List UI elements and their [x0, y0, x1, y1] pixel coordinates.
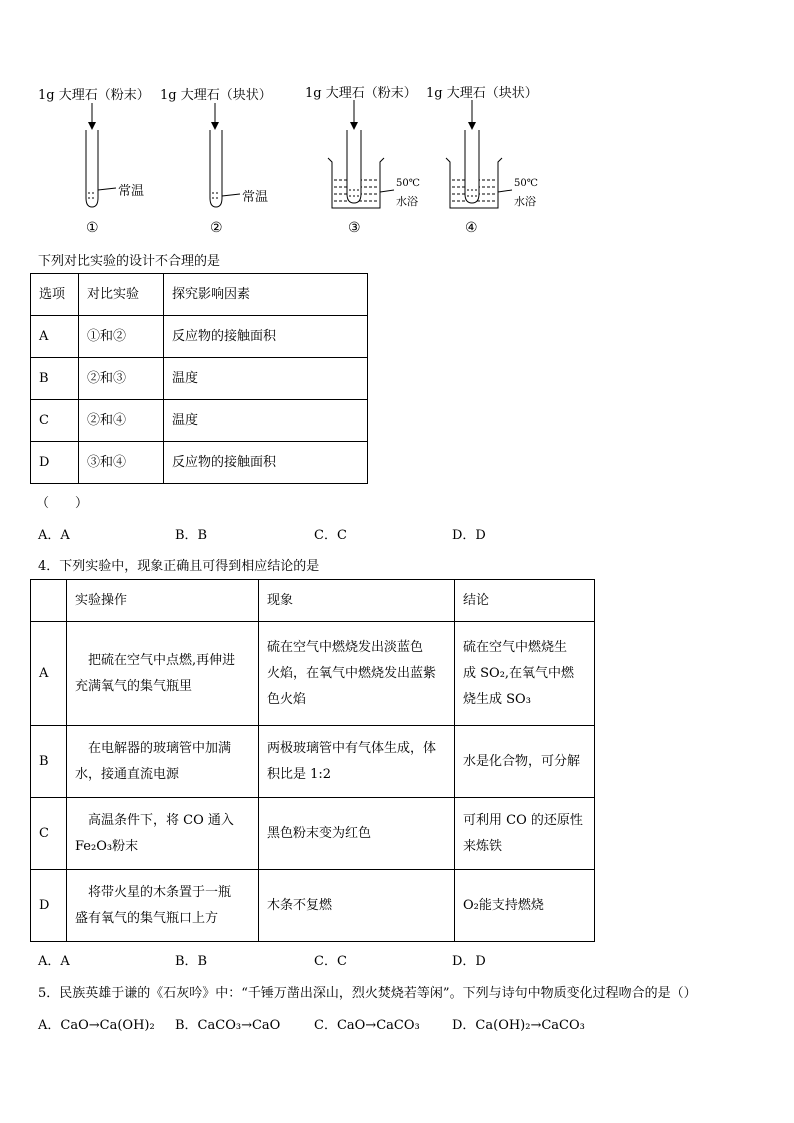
factor-cell: 温度 — [164, 358, 368, 400]
option-cell: A — [31, 316, 79, 358]
operation-cell — [67, 622, 259, 726]
phenomenon-line: 黑色粉末变为红色 — [267, 825, 372, 841]
table-row — [31, 622, 595, 726]
header-cell: 探究影响因素 — [164, 274, 368, 316]
table-header-row — [31, 274, 368, 316]
row-label: B — [31, 726, 67, 798]
table-row — [31, 442, 368, 484]
option-cell: C — [31, 400, 79, 442]
header-cell — [31, 580, 67, 622]
tube-1 — [86, 130, 116, 207]
q4-option-a[interactable]: A．A — [38, 954, 70, 969]
table-row — [31, 798, 595, 870]
operation-line: 盛有氧气的集气瓶口上方 — [75, 910, 219, 926]
q4-option-c[interactable]: C．C — [314, 954, 347, 969]
q5-option-a[interactable]: A．CaO→Ca(OH)₂ — [38, 1018, 155, 1033]
operation-line: Fe₂O₃粉末 — [75, 838, 139, 854]
factor-cell: 温度 — [164, 400, 368, 442]
option-cell: B — [31, 358, 79, 400]
beaker-4-temp: 50℃ — [514, 178, 538, 189]
phenomenon-line: 木条不复燃 — [267, 897, 333, 913]
beaker-3-bath: 水浴 — [396, 195, 418, 208]
operation-cell — [67, 798, 259, 870]
table-row — [31, 400, 368, 442]
table-row — [31, 316, 368, 358]
header-cell: 结论 — [455, 580, 595, 622]
conclusion-line: 来炼铁 — [463, 838, 503, 854]
phenomenon-line: 积比是 1:2 — [267, 766, 332, 782]
q5-option-c[interactable]: C．CaO→CaCO₃ — [314, 1018, 420, 1033]
tube-3-number: ③ — [348, 220, 361, 236]
operation-cell — [67, 726, 259, 798]
phenomenon-cell — [259, 798, 455, 870]
beaker-4-bath: 水浴 — [514, 195, 536, 208]
q4-option-d[interactable]: D．D — [452, 954, 486, 969]
operation-line: 充满氧气的集气瓶里 — [75, 678, 193, 694]
tube-1-temp: 常温 — [118, 184, 145, 199]
table-header-row — [31, 580, 595, 622]
header-cell: 现象 — [259, 580, 455, 622]
conclusion-line: 硫在空气中燃烧生 — [463, 639, 568, 655]
conclusion-line: O₂能支持燃烧 — [463, 897, 544, 913]
tube-1-label: 1g 大理石（粉末） — [38, 88, 150, 103]
phenomenon-line: 硫在空气中燃烧发出淡蓝色 — [267, 639, 424, 655]
header-cell: 实验操作 — [67, 580, 259, 622]
phenomenon-cell — [259, 622, 455, 726]
header-cell: 对比实验 — [79, 274, 164, 316]
conclusion-cell — [455, 798, 595, 870]
compare-cell: ②和③ — [79, 358, 164, 400]
conclusion-line: 成 SO₂,在氧气中燃 — [463, 665, 575, 681]
conclusion-line: 可利用 CO 的还原性 — [463, 812, 583, 828]
operation-line: 高温条件下，将 CO 通入 — [75, 812, 234, 828]
q3-table — [30, 273, 368, 484]
tube-4-label: 1g 大理石（块状） — [426, 86, 538, 101]
header-cell: 选项 — [31, 274, 79, 316]
tube-2-number: ② — [210, 220, 223, 236]
q5-option-b[interactable]: B．CaCO₃→CaO — [175, 1018, 281, 1033]
table-row — [31, 870, 595, 942]
option-cell: D — [31, 442, 79, 484]
beaker-3-temp: 50℃ — [396, 178, 420, 189]
tube-3-label: 1g 大理石（粉末） — [305, 86, 417, 101]
compare-cell: ②和④ — [79, 400, 164, 442]
q5-stem: 5．民族英雄于谦的《石灰吟》中：“千锤万凿出深山，烈火焚烧若等闲”。下列与诗句中物质变化过程吻合的是（） — [38, 986, 697, 1001]
factor-cell: 反应物的接触面积 — [164, 316, 368, 358]
q4-option-b[interactable]: B．B — [175, 954, 208, 969]
conclusion-cell — [455, 870, 595, 942]
q3-option-d[interactable]: D．D — [452, 528, 486, 543]
conclusion-line: 烧生成 SO₃ — [463, 691, 531, 707]
phenomenon-line: 火焰，在氧气中燃烧发出蓝紫 — [267, 665, 437, 681]
operation-cell — [67, 870, 259, 942]
phenomenon-cell — [259, 870, 455, 942]
q3-option-c[interactable]: C．C — [314, 528, 347, 543]
tube-2 — [210, 130, 240, 207]
conclusion-line: 水是化合物，可分解 — [463, 753, 581, 769]
operation-line: 水，接通直流电源 — [75, 766, 180, 782]
q3-option-a[interactable]: A．A — [38, 528, 70, 543]
row-label: A — [31, 622, 67, 726]
compare-cell: ③和④ — [79, 442, 164, 484]
phenomenon-line: 色火焰 — [267, 691, 307, 707]
table-row — [31, 726, 595, 798]
q4-table — [30, 579, 595, 942]
table-row — [31, 358, 368, 400]
operation-line: 在电解器的玻璃管中加满 — [75, 740, 232, 756]
tube-2-label: 1g 大理石（块状） — [160, 88, 272, 103]
conclusion-cell — [455, 726, 595, 798]
compare-cell: ①和② — [79, 316, 164, 358]
beaker-4 — [446, 130, 512, 208]
factor-cell: 反应物的接触面积 — [164, 442, 368, 484]
conclusion-cell — [455, 622, 595, 726]
operation-line: 把硫在空气中点燃,再伸进 — [75, 652, 236, 668]
tube-1-number: ① — [86, 220, 99, 236]
beaker-3 — [328, 130, 394, 208]
q3-stem: 下列对比实验的设计不合理的是 — [38, 254, 221, 269]
operation-line: 将带火星的木条置于一瓶 — [75, 884, 232, 900]
q3-answer-paren: （ ） — [36, 496, 89, 511]
tube-4-number: ④ — [465, 220, 478, 236]
tube-2-temp: 常温 — [242, 190, 269, 205]
row-label: D — [31, 870, 67, 942]
phenomenon-cell — [259, 726, 455, 798]
q3-option-b[interactable]: B．B — [175, 528, 208, 543]
row-label: C — [31, 798, 67, 870]
q4-stem: 4．下列实验中，现象正确且可得到相应结论的是 — [38, 559, 320, 574]
q5-option-d[interactable]: D．Ca(OH)₂→CaCO₃ — [452, 1018, 585, 1033]
phenomenon-line: 两极玻璃管中有气体生成，体 — [267, 740, 437, 756]
